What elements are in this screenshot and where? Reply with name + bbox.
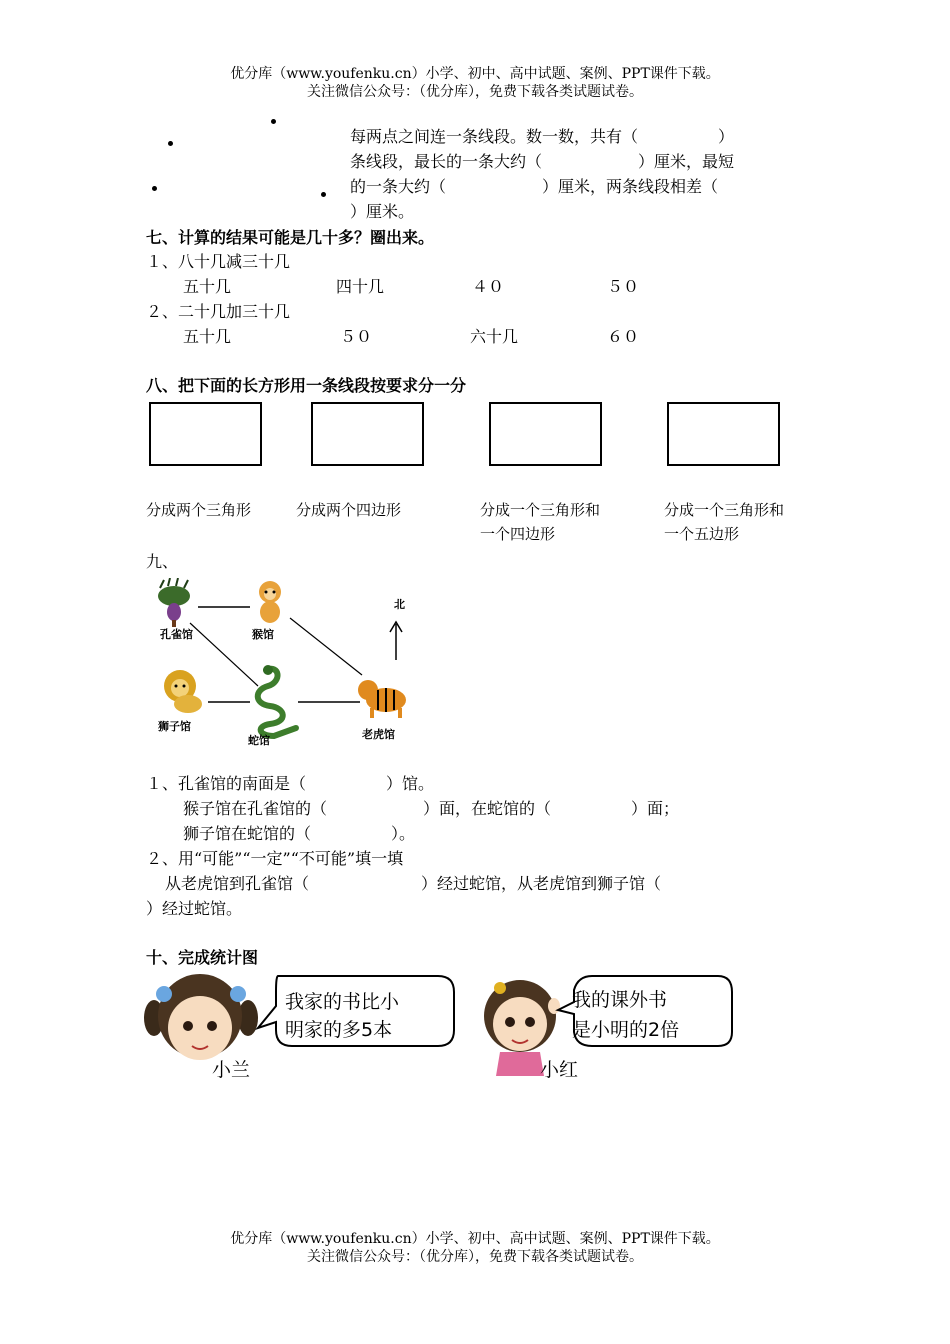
option-item[interactable]: 五十几 bbox=[183, 327, 232, 346]
option-item[interactable]: 四十几 bbox=[336, 277, 385, 296]
point-dot bbox=[321, 192, 326, 197]
option-item[interactable]: ６０ bbox=[607, 327, 640, 346]
section6-line3: 的一条大约（ ）厘米，两条线段相差（ bbox=[350, 177, 719, 196]
section9-title: 九、 bbox=[146, 552, 179, 571]
monkey-icon bbox=[259, 581, 281, 623]
rect-label: 分成两个三角形 bbox=[146, 501, 252, 519]
section9-q1-line2: 猴子馆在孔雀馆的（ ）面，在蛇馆的（ ）面； bbox=[183, 799, 680, 818]
option-item[interactable]: ５０ bbox=[607, 277, 640, 296]
peacock-icon bbox=[158, 578, 190, 627]
section7-q2: ２、二十几加三十几 bbox=[146, 302, 291, 321]
lion-icon bbox=[164, 670, 202, 713]
page-footer-line1: 优分库（www.youfenku.cn）小学、初中、高中试题、案例、PPT课件下载。 bbox=[230, 1231, 720, 1247]
option-item[interactable]: 六十几 bbox=[470, 327, 519, 346]
map-path bbox=[190, 623, 258, 686]
xiaolan-illustration bbox=[142, 966, 462, 1086]
point-dot bbox=[168, 141, 173, 146]
section9-q2-line2: 从老虎馆到孔雀馆（ ）经过蛇馆，从老虎馆到狮子馆（ bbox=[165, 874, 662, 893]
section6-line4: ）厘米。 bbox=[350, 202, 415, 221]
lan-bubble-line2: 明家的多5本 bbox=[285, 1019, 393, 1041]
section7-title: 七、计算的结果可能是几十多？圈出来。 bbox=[146, 228, 435, 247]
option-item[interactable]: ４０ bbox=[472, 277, 505, 296]
zoo-map bbox=[150, 578, 420, 748]
page-header-line1: 优分库（www.youfenku.cn）小学、初中、高中试题、案例、PPT课件下载。 bbox=[230, 66, 720, 82]
map-label-monkey: 猴馆 bbox=[252, 628, 274, 641]
point-dot bbox=[271, 119, 276, 124]
map-label-tiger: 老虎馆 bbox=[362, 728, 395, 741]
section7-q1: １、八十几减三十几 bbox=[146, 252, 291, 271]
section10-title: 十、完成统计图 bbox=[146, 948, 259, 967]
lan-bubble-line1: 我家的书比小 bbox=[285, 991, 400, 1013]
rect-label: 分成一个三角形和 一个五边形 bbox=[664, 501, 785, 543]
section9-q2-line3: ）经过蛇馆。 bbox=[146, 899, 243, 918]
section6-line1: 每两点之间连一条线段。数一数，共有（ ） bbox=[350, 127, 735, 146]
section8-title: 八、把下面的长方形用一条线段按要求分一分 bbox=[146, 376, 467, 395]
page-footer-line2: 关注微信公众号：（优分库），免费下载各类试题试卷。 bbox=[307, 1249, 643, 1265]
rect-label: 分成一个三角形和 一个四边形 bbox=[480, 501, 601, 543]
section9-q1-line1: １、孔雀馆的南面是（ ）馆。 bbox=[146, 774, 435, 793]
rectangle-box[interactable] bbox=[489, 402, 602, 466]
map-label-peacock: 孔雀馆 bbox=[160, 628, 193, 641]
map-path bbox=[290, 618, 362, 675]
section9-q2-line1: ２、用“可能”“一定”“不可能”填一填 bbox=[146, 849, 404, 868]
xiaohong-illustration bbox=[470, 966, 740, 1086]
option-item[interactable]: ５０ bbox=[340, 327, 373, 346]
girl-avatar bbox=[144, 974, 258, 1060]
snake-icon bbox=[258, 665, 296, 736]
rectangle-box[interactable] bbox=[667, 402, 780, 466]
hong-bubble-line2: 是小明的2倍 bbox=[572, 1019, 680, 1041]
rectangle-box[interactable] bbox=[311, 402, 424, 466]
map-label-lion: 狮子馆 bbox=[158, 720, 191, 733]
point-dot bbox=[152, 186, 157, 191]
lan-name: 小兰 bbox=[212, 1059, 251, 1081]
hong-name: 小红 bbox=[540, 1059, 579, 1081]
map-label-snake: 蛇馆 bbox=[248, 734, 270, 747]
page-header-line2: 关注微信公众号：（优分库），免费下载各类试题试卷。 bbox=[307, 84, 643, 100]
map-north-label: 北 bbox=[394, 598, 405, 611]
rect-label: 分成两个四边形 bbox=[296, 501, 402, 519]
rectangle-box[interactable] bbox=[149, 402, 262, 466]
option-item[interactable]: 五十几 bbox=[183, 277, 232, 296]
section6-line2: 条线段，最长的一条大约（ ）厘米，最短 bbox=[350, 152, 735, 171]
section9-q1-line3: 狮子馆在蛇馆的（ ）。 bbox=[183, 824, 416, 843]
tiger-icon bbox=[358, 680, 406, 718]
hong-bubble-line1: 我的课外书 bbox=[572, 989, 668, 1011]
